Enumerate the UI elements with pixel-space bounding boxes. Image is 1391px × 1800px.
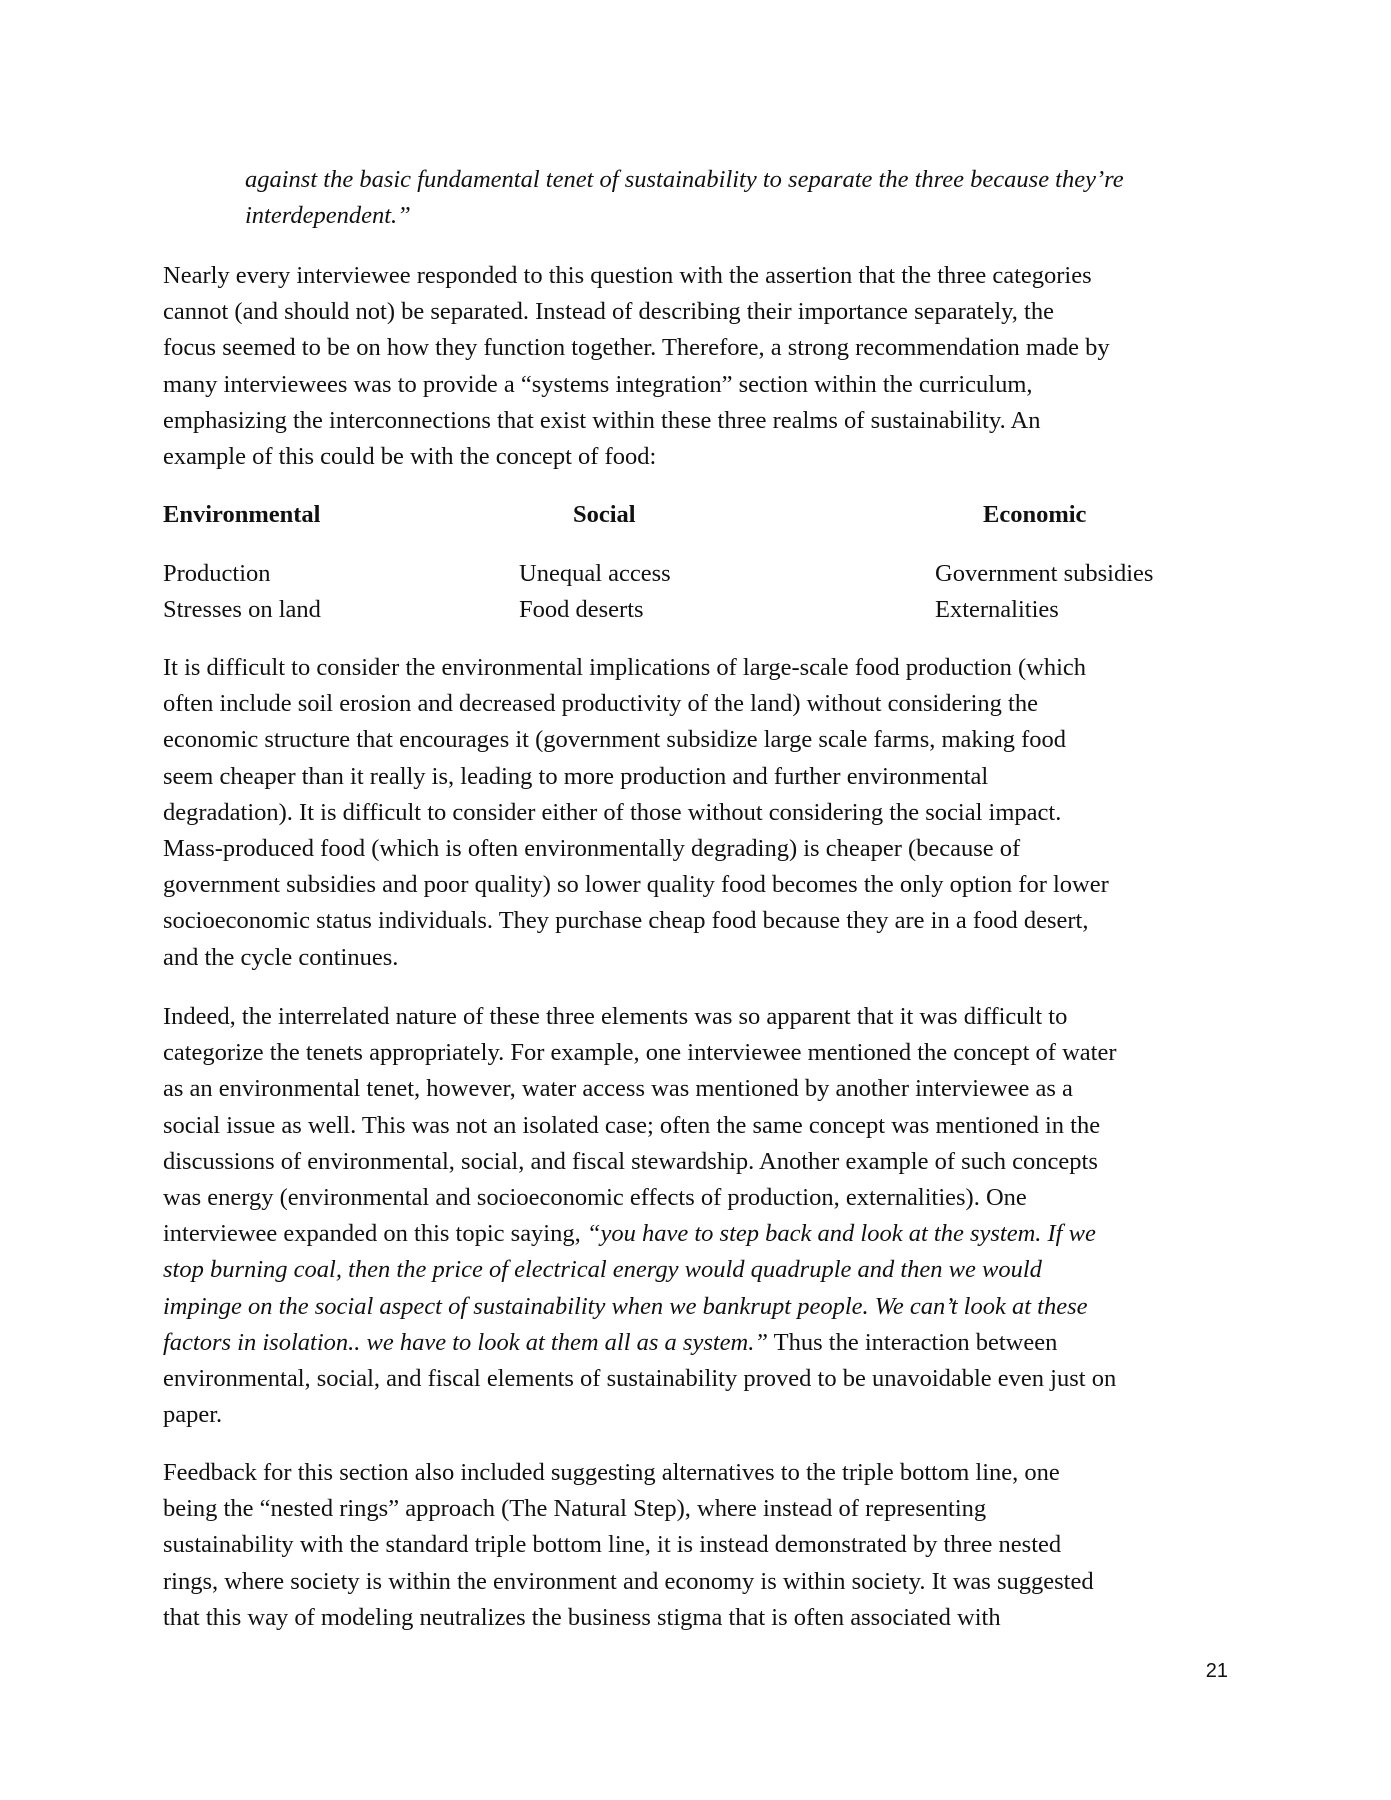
text-line (163, 1252, 1243, 1288)
text-segment: Thus the interaction between (767, 1328, 1058, 1356)
text-line: often include soil erosion and decreased productivity of the land) without considering the (163, 690, 1038, 718)
text-segment: paper. (163, 1401, 223, 1429)
table-cell: Unequal access (519, 560, 671, 587)
text-line: cannot (and should not) be separated. Instead of describing their importance separately, the (163, 298, 1054, 326)
text-line: many interviewees was to provide a “systems integration” section within the curriculum, (163, 370, 1033, 398)
text-line (163, 1180, 1243, 1216)
text-line: economic structure that encourages it (government subsidize large scale farms, making food (163, 726, 1067, 754)
text-line: It is difficult to consider the environmental implications of large-scale food production (which (163, 654, 1087, 681)
text-line (163, 999, 1243, 1035)
text-line: and the cycle continues. (163, 943, 399, 971)
text-line (163, 1325, 1243, 1361)
text-segment: as an environmental tenet, however, water access was mentioned by another interviewee as a (163, 1075, 1073, 1103)
page-number: 21 (1205, 1660, 1228, 1682)
quote-text: stop burning coal, then the price of electrical energy would quadruple and then we would (163, 1256, 1042, 1284)
text-line: emphasizing the interconnections that exist within these three realms of sustainability. An (163, 406, 1041, 434)
text-line: Nearly every interviewee responded to this question with the assertion that the three categories (163, 262, 1092, 289)
quote-text: impinge on the social aspect of sustainability when we bankrupt people. We can’t look at these (163, 1292, 1088, 1320)
text-line (163, 1361, 1243, 1397)
text-line: socioeconomic status individuals. They purchase cheap food because they are in a food desert, (163, 907, 1089, 935)
text-line (163, 1144, 1243, 1180)
text-line: seem cheaper than it really is, leading to more production and further environmental (163, 762, 989, 790)
table-cell: Government subsidies (935, 560, 1154, 587)
paragraph-2 (163, 650, 1243, 976)
table-cell: Stresses on land (163, 596, 321, 623)
quote-line: interdependent.” (245, 202, 411, 230)
text-line (163, 1108, 1243, 1144)
text-segment: categorize the tenets appropriately. For example, one interviewee mentioned the concept of water (163, 1039, 1117, 1067)
text-line: degradation). It is difficult to consider either of those without considering the social impact. (163, 798, 1062, 826)
text-segment: interviewee expanded on this topic saying, (163, 1220, 587, 1248)
text-line: Feedback for this section also included suggesting alternatives to the triple bottom line, one (163, 1459, 1060, 1486)
table-header-social: Social (573, 501, 636, 528)
text-line: being the “nested rings” approach (The Natural Step), where instead of representing (163, 1495, 987, 1523)
paragraph-3 (163, 999, 1243, 1433)
text-line: government subsidies and poor quality) so lower quality food becomes the only option for lower (163, 871, 1109, 899)
text-line: Mass-produced food (which is often environmentally degrading) is cheaper (because of (163, 834, 1021, 862)
text-segment: discussions of environmental, social, and fiscal stewardship. Another example of such concepts (163, 1147, 1098, 1175)
quote-line: against the basic fundamental tenet of sustainability to separate the three because they’re (245, 166, 1124, 193)
paragraph-4 (163, 1455, 1243, 1636)
text-segment: social issue as well. This was not an isolated case; often the same concept was mentioned in the (163, 1111, 1101, 1139)
text-line (163, 1397, 1243, 1433)
table-cell: Externalities (935, 596, 1059, 623)
text-line: example of this could be with the concept of food: (163, 442, 657, 470)
quote-tail (245, 162, 1325, 234)
text-segment: Indeed, the interrelated nature of these three elements was so apparent that it was difficult to (163, 1003, 1068, 1030)
text-line (163, 1289, 1243, 1325)
text-line: rings, where society is within the environment and economy is within society. It was suggested (163, 1567, 1094, 1595)
table-header-environmental: Environmental (163, 501, 321, 528)
table-cell: Food deserts (519, 596, 644, 623)
quote-text: factors in isolation.. we have to look at them all as a system.” (163, 1328, 768, 1356)
text-line (163, 1071, 1243, 1107)
table-cell: Production (163, 560, 271, 587)
table-header-economic: Economic (983, 501, 1087, 528)
text-segment: was energy (environmental and socioeconomic effects of production, externalities). One (163, 1183, 1027, 1211)
text-line (163, 1035, 1243, 1071)
text-line: focus seemed to be on how they function together. Therefore, a strong recommendation made by (163, 334, 1110, 362)
text-segment: environmental, social, and fiscal elements of sustainability proved to be unavoidable even just on (163, 1364, 1117, 1392)
text-line: sustainability with the standard triple bottom line, it is instead demonstrated by three nested (163, 1531, 1062, 1559)
text-line (163, 1216, 1243, 1252)
quote-text: “you have to step back and look at the system. If we (586, 1220, 1096, 1248)
text-line: that this way of modeling neutralizes the business stigma that is often associated with (163, 1603, 1001, 1631)
paragraph-1 (163, 258, 1243, 475)
